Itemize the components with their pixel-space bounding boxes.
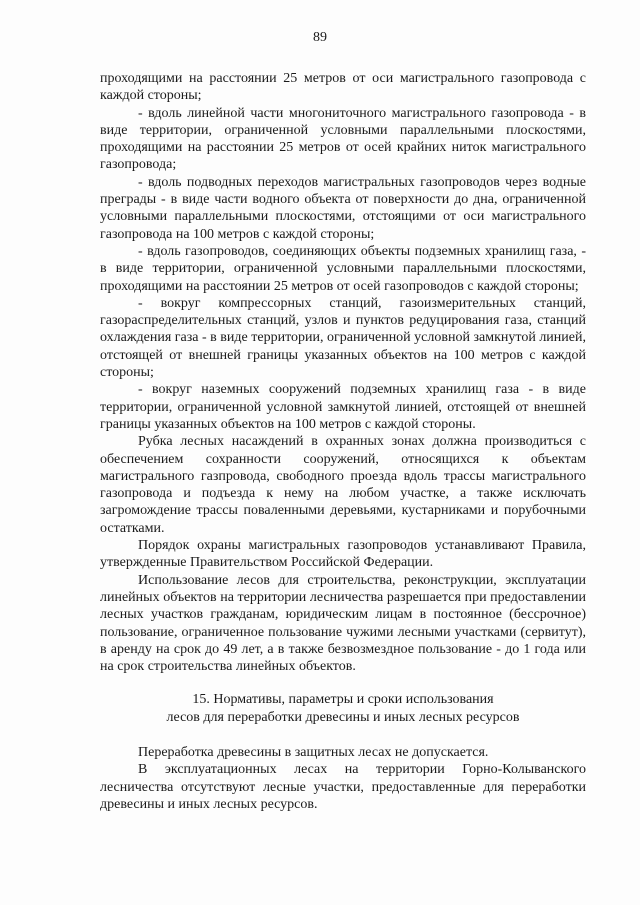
paragraph: Использование лесов для строительства, реконструкции, эксплуатации линейных объектов на территории лесничества разрешается при предоставлении лесных участков гражданам, юридическим лицам в постоянное (бессрочное) пользование, ограниченное пользование чужими лесными участками (сервитут), в аренду на срок до 49 лет, а в также безвозмездное пользование - до 1 года или на срок строительства линейных объектов. [100, 572, 586, 675]
paragraph: Порядок охраны магистральных газопроводов устанавливают Правила, утвержденные Правительством Российской Федерации. [100, 538, 586, 571]
paragraph: - вдоль линейной части многониточного магистрального газопровода - в виде территории, ограниченной условными параллельными плоскостями, проходящими на расстоянии 25 метров от осей крайних ниток магистрального газопровода; [100, 105, 586, 173]
section-heading [100, 691, 586, 726]
document-body [100, 70, 586, 813]
paragraph: проходящими на расстоянии 25 метров от оси магистрального газопровода с каждой стороны; [100, 71, 586, 104]
page-number: 89 [313, 30, 327, 45]
section-heading-line: 15. Нормативы, параметры и сроки использования [192, 692, 494, 708]
paragraph: - вокруг наземных сооружений подземных хранилищ газа - в виде территории, ограниченной условной замкнутой линией, отстоящей от внешней границы указанных объектов на 100 метров с каждой стороны. [100, 382, 586, 432]
paragraph: Переработка древесины в защитных лесах не допускается. [138, 744, 489, 760]
paragraph: - вокруг компрессорных станций, газоизмерительных станций, газораспределительных станций, узлов и пунктов редуцирования газа, станций охлаждения газа - в виде территории, ограниченной условной замкнутой линией, отстоящей от внешней границы указанных объектов на 100 метров с каждой стороны; [100, 295, 586, 381]
section-heading-line: лесов для переработки древесины и иных лесных ресурсов [166, 709, 520, 725]
paragraph: - вдоль газопроводов, соединяющих объекты подземных хранилищ газа, - в виде территории, ограниченной условными параллельными плоскостями, проходящими на расстоянии 25 метров от осей газопроводов с каждой стороны; [100, 243, 586, 294]
paragraph: - вдоль подводных переходов магистральных газопроводов через водные преграды - в виде части водного объекта от поверхности до дна, ограниченной условными параллельными плоскостями, отстоящими от оси магистрального газопровода на 100 метров с каждой стороны; [100, 174, 586, 242]
paragraph: Рубка лесных насаждений в охранных зонах должна производиться с обеспечением сохранности сооружений, относящихся к объектам магистрального газпровода, свободного проезда вдоль трассы магистрального газопровода и подъезда к нему на любом участке, а также исключать загромождение трассы поваленными деревьями, кустарниками и порубочными остатками. [100, 434, 586, 536]
paragraph: В эксплуатационных лесах на территории Горно-Колыванского лесничества отсутствуют лесные участки, предоставленные для переработки древесины и иных лесных ресурсов. [100, 762, 586, 812]
